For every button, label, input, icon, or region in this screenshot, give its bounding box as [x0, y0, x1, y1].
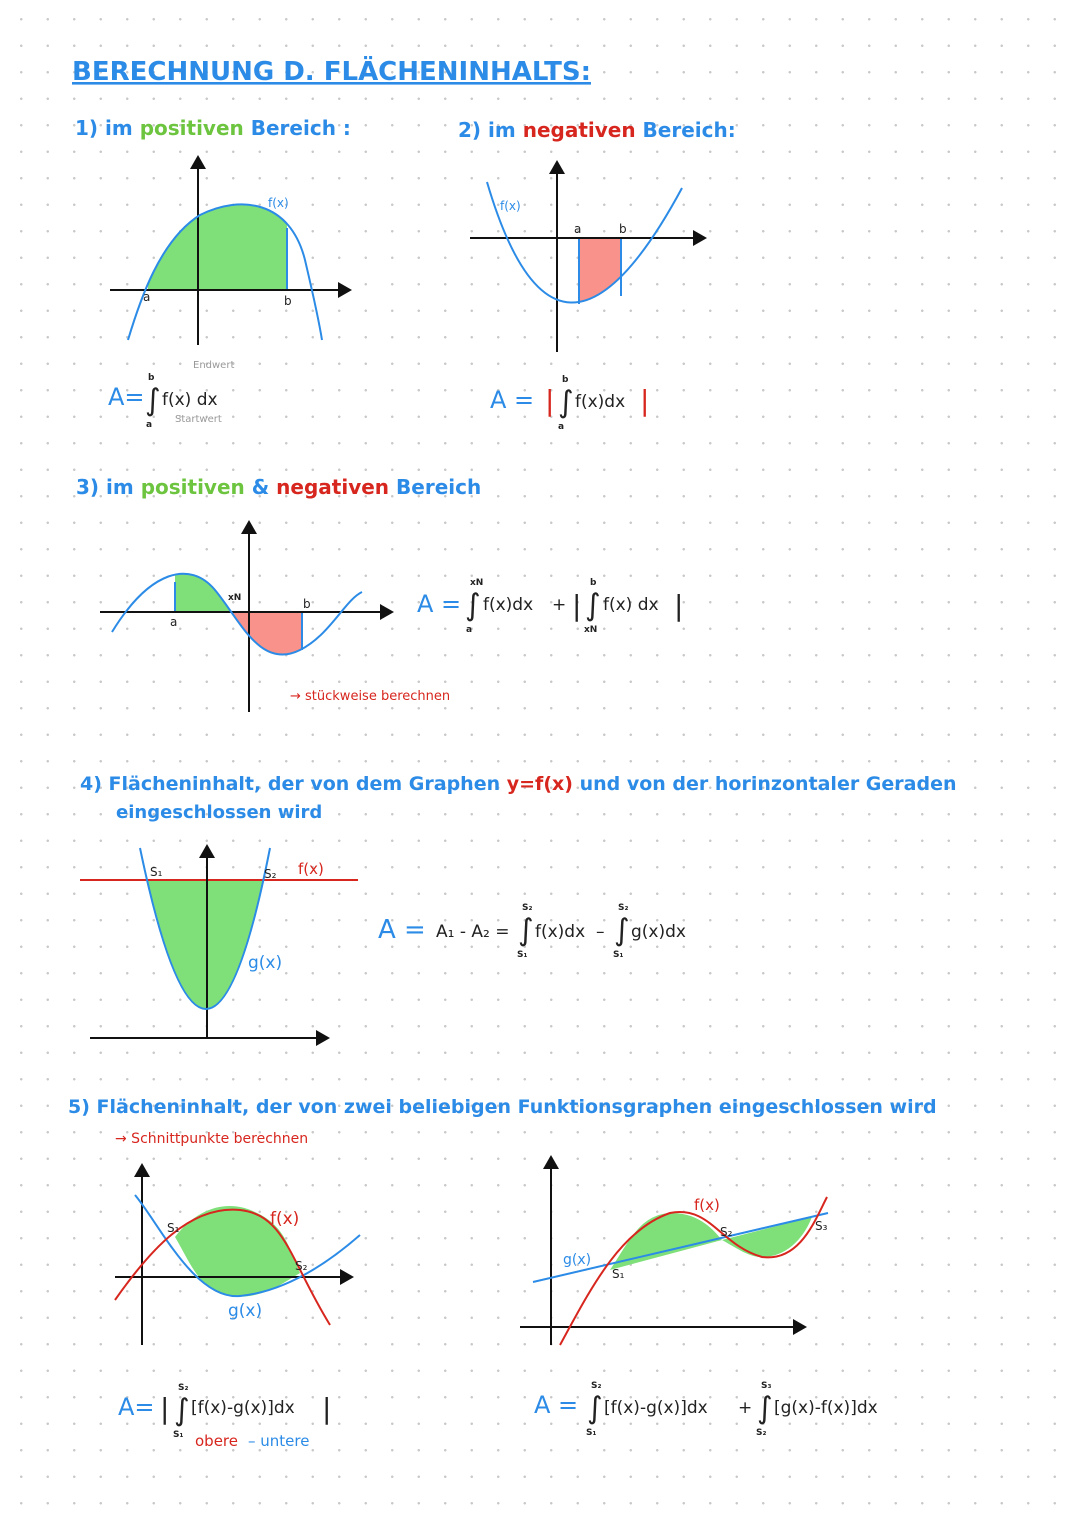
integrand: f(x)dx	[535, 922, 586, 942]
lower-limit: a	[558, 422, 565, 432]
integral-sign: ∫	[585, 588, 601, 623]
section-5-heading: 5) Flächeninhalt, der von zwei beliebigen Funktionsgraphen eingeschlossen wird	[68, 1096, 937, 1118]
upper-function-note: obere	[195, 1432, 238, 1450]
upper-limit: b	[148, 373, 155, 383]
section-2	[458, 118, 736, 432]
section-2-heading: 2) im negativen Bereich:	[458, 118, 736, 142]
graph-horizontal-line	[80, 846, 358, 1038]
integrand: f(x)dx	[483, 595, 534, 615]
lower-limit: a	[466, 625, 473, 635]
section-5	[68, 1096, 937, 1450]
heading-text: im	[105, 116, 133, 140]
label-g: g(x)	[563, 1252, 592, 1268]
label-b: b	[284, 294, 292, 308]
integrand: [f(x)-g(x)]dx	[604, 1398, 708, 1418]
formula-1	[108, 360, 234, 430]
minus-sign: –	[596, 922, 605, 942]
lower-limit: xN	[584, 625, 598, 635]
intersections-note: → Schnittpunkte berechnen	[115, 1131, 309, 1147]
integral-sign: ∫	[558, 385, 574, 420]
integrand: f(x)dx	[575, 392, 626, 412]
label-xn: xN	[228, 593, 242, 603]
integral-sign: ∫	[757, 1391, 773, 1426]
label-a: a	[170, 615, 178, 629]
plus-sign: +	[738, 1398, 753, 1418]
heading-positive: positiven	[139, 116, 244, 140]
heading-text: Bereich :	[250, 116, 351, 140]
label-s3: S₃	[815, 1219, 828, 1233]
section-3-heading: 3) im positiven & negativen Bereich	[76, 475, 482, 499]
abs-bar-left: |	[572, 589, 582, 622]
abs-bar-right: |	[674, 589, 684, 622]
formula-a: A=	[118, 1393, 155, 1421]
section-4	[80, 773, 957, 1038]
plus-sign: +	[552, 595, 567, 615]
abs-bar-right: |	[322, 1392, 332, 1425]
label-b: b	[303, 597, 311, 611]
label-s2: S₂	[295, 1259, 308, 1273]
endwert-note: Endwert	[193, 360, 235, 371]
formula-a: A =	[378, 915, 426, 945]
label-s2: S₂	[264, 867, 277, 881]
label-f: f(x)	[268, 196, 289, 210]
formula-4	[378, 903, 686, 960]
graph-positive-area	[110, 157, 350, 345]
label-s1: S₁	[612, 1267, 625, 1281]
integrand: f(x) dx	[162, 390, 218, 410]
label-f: f(x)	[500, 199, 521, 213]
formula-diff: A₁ - A₂ =	[436, 922, 510, 942]
lower-limit: S₂	[756, 1428, 767, 1438]
lower-limit: S₁	[517, 950, 528, 960]
label-s1: S₁	[167, 1221, 180, 1235]
lower-limit: S₁	[173, 1430, 184, 1440]
upper-limit: S₂	[522, 903, 533, 913]
section-4-heading-cont: eingeschlossen wird	[116, 802, 323, 823]
integral-sign: ∫	[587, 1391, 603, 1426]
lower-function-note: – untere	[248, 1432, 310, 1450]
label-f: f(x)	[298, 860, 324, 878]
abs-bar-left: |	[545, 384, 555, 417]
integral-sign: ∫	[614, 913, 630, 948]
integral-sign: ∫	[465, 588, 481, 623]
upper-limit: xN	[470, 578, 484, 588]
lower-limit: a	[146, 420, 153, 430]
integrand: [g(x)-f(x)]dx	[774, 1398, 878, 1418]
integrand: g(x)dx	[631, 922, 686, 942]
upper-limit: S₂	[618, 903, 629, 913]
page-title: BERECHNUNG D. FLÄCHENINHALTS:	[72, 57, 591, 87]
section-4-heading: 4) Flächeninhalt, der von dem Graphen y=f(x) und von der horinzontaler Geraden	[80, 773, 957, 795]
startwert-note: Startwert	[175, 414, 222, 425]
formula-a: A=	[108, 383, 145, 411]
lower-limit: S₁	[613, 950, 624, 960]
upper-limit: S₃	[761, 1381, 772, 1391]
upper-limit: b	[590, 578, 597, 588]
label-b: b	[619, 222, 627, 236]
graph-two-functions-left	[115, 1165, 360, 1345]
integral-sign: ∫	[145, 383, 161, 418]
graph-two-functions-right	[520, 1157, 828, 1345]
label-a: a	[574, 222, 582, 236]
label-s2: S₂	[720, 1225, 733, 1239]
formula-5-left	[118, 1383, 331, 1450]
section-1	[75, 116, 351, 430]
integral-sign: ∫	[518, 913, 534, 948]
formula-a: A =	[490, 386, 535, 414]
upper-limit: b	[562, 375, 569, 385]
integrand: [f(x)-g(x)]dx	[191, 1398, 295, 1418]
formula-2	[490, 375, 649, 432]
formula-3	[417, 578, 683, 635]
abs-bar-left: |	[160, 1392, 170, 1425]
label-g: g(x)	[248, 953, 283, 973]
graph-mixed-area	[100, 522, 392, 712]
integral-sign: ∫	[174, 1393, 190, 1428]
label-g: g(x)	[228, 1301, 263, 1321]
formula-a: A =	[534, 1391, 579, 1419]
formula-5-right	[534, 1381, 878, 1438]
label-f: f(x)	[270, 1209, 300, 1229]
upper-limit: S₂	[591, 1381, 602, 1391]
lower-limit: S₁	[586, 1428, 597, 1438]
piecewise-note: → stückweise berechnen	[290, 689, 451, 704]
abs-bar-right: |	[640, 384, 650, 417]
label-s1: S₁	[150, 865, 163, 879]
formula-a: A =	[417, 590, 462, 618]
integrand: f(x) dx	[603, 595, 659, 615]
section-number: 1)	[75, 116, 99, 140]
label-f: f(x)	[694, 1196, 720, 1214]
graph-negative-area	[470, 162, 705, 352]
upper-limit: S₂	[178, 1383, 189, 1393]
section-3	[76, 475, 683, 712]
label-a: a	[143, 290, 151, 304]
section-1-heading	[75, 116, 351, 140]
